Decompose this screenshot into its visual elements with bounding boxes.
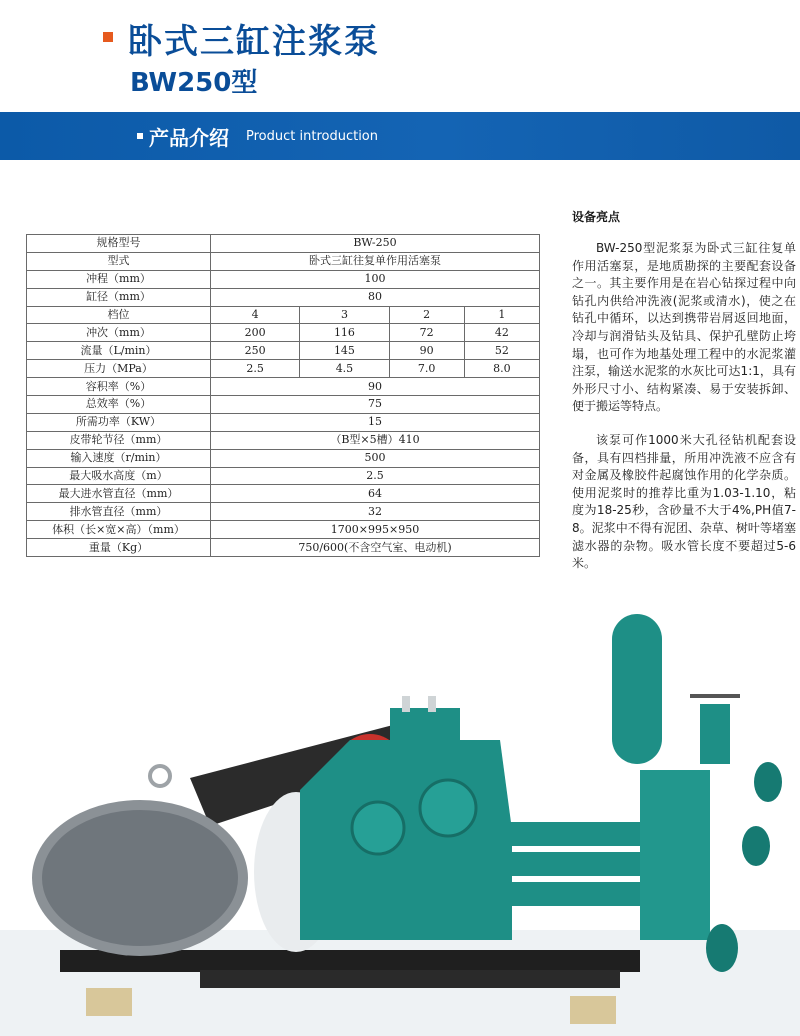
spec-value: 200 [211, 324, 300, 342]
table-row [27, 270, 540, 288]
spec-label: 冲程（mm） [27, 270, 211, 288]
spec-label: 容积率（%） [27, 378, 211, 396]
spec-value: 80 [211, 288, 540, 306]
spec-value: （B型×5槽）410 [211, 431, 540, 449]
inlet-pipe [706, 924, 738, 972]
table-row [27, 342, 540, 360]
outlet-pipe [742, 826, 770, 866]
spec-label: 皮带轮节径（mm） [27, 431, 211, 449]
spec-label: 型式 [27, 252, 211, 270]
model-subtitle: BW250型 [130, 68, 258, 98]
spec-value: BW-250 [211, 235, 540, 253]
spec-value: 8.0 [464, 360, 539, 378]
spec-value: 15 [211, 413, 540, 431]
spec-value: 7.0 [389, 360, 464, 378]
spec-label: 总效率（%） [27, 396, 211, 414]
header [0, 0, 800, 112]
spec-label: 规格型号 [27, 235, 211, 253]
table-row [27, 503, 540, 521]
spec-value: 4 [211, 306, 300, 324]
table-row [27, 449, 540, 467]
spec-label: 缸径（mm） [27, 288, 211, 306]
valve-stem [402, 696, 410, 712]
spec-label: 体积（长×宽×高）（mm） [27, 521, 211, 539]
table-row [27, 288, 540, 306]
table-row [27, 360, 540, 378]
table-row [27, 306, 540, 324]
gear-cover [420, 780, 476, 836]
table-row [27, 521, 540, 539]
section-bullet-square [137, 133, 143, 139]
spec-value: 750/600(不含空气室、电动机) [211, 539, 540, 557]
spec-label: 压力（MPa） [27, 360, 211, 378]
spec-label: 冲次（mm） [27, 324, 211, 342]
table-row [27, 539, 540, 557]
table-row [27, 396, 540, 414]
spec-value: 100 [211, 270, 540, 288]
table-row [27, 378, 540, 396]
wood-block [570, 996, 616, 1024]
spec-value: 1 [464, 306, 539, 324]
gearbox [300, 740, 512, 940]
gear-cover [352, 802, 404, 854]
spec-value: 42 [464, 324, 539, 342]
title-accent-square [103, 32, 113, 42]
spec-label: 所需功率（KW） [27, 413, 211, 431]
spec-value: 90 [211, 378, 540, 396]
spec-value: 32 [211, 503, 540, 521]
valve-stem [428, 696, 436, 712]
spec-value: 90 [389, 342, 464, 360]
spec-label: 最大进水管直径（mm） [27, 485, 211, 503]
highlights-paragraph-2: 该泵可作1000米大孔径钻机配套设备，具有四档排量，所用冲洗液不应含有对金属及橡胶件起腐蚀作用的化学杂质。使用泥浆时的推荐比重为1.03-1.10，粘度为18-25秒，含砂量不大于4%,PH值7-8。泥浆中不得有泥团、杂草、树叶等堵塞滤水器的杂物。吸水管长度不要超过5-6米。 [572, 433, 796, 571]
spec-label: 档位 [27, 306, 211, 324]
cylinder [505, 882, 655, 906]
spec-value: 2.5 [211, 360, 300, 378]
spec-value: 1700×995×950 [211, 521, 540, 539]
spec-value: 250 [211, 342, 300, 360]
cylinder [505, 822, 655, 846]
spec-label: 最大吸水高度（m） [27, 467, 211, 485]
spec-value: 64 [211, 485, 540, 503]
page-title: 卧式三缸注浆泵 [128, 22, 380, 62]
spec-table [26, 234, 540, 557]
table-row [27, 467, 540, 485]
highlights-title: 设备亮点 [572, 210, 621, 224]
spec-value: 75 [211, 396, 540, 414]
table-row [27, 235, 540, 253]
section-banner [0, 112, 800, 160]
table-row [27, 431, 540, 449]
spec-label: 输入速度（r/min） [27, 449, 211, 467]
spec-value: 卧式三缸往复单作用活塞泵 [211, 252, 540, 270]
spec-value: 500 [211, 449, 540, 467]
section-title-en: Product introduction [246, 129, 378, 144]
air-chamber [612, 614, 662, 764]
spec-value: 2.5 [211, 467, 540, 485]
pump-product-photo [0, 600, 800, 1036]
cylinder [505, 852, 655, 876]
table-row [27, 485, 540, 503]
pressure-valve [700, 704, 730, 764]
spec-value: 4.5 [300, 360, 389, 378]
table-row [27, 324, 540, 342]
valve-block [390, 708, 460, 744]
spec-label: 重量（Kg） [27, 539, 211, 557]
lifting-eye [150, 766, 170, 786]
base-frame-lower [200, 970, 620, 988]
highlights-paragraph-1: BW-250型泥浆泵为卧式三缸往复单作用活塞泵，是地质勘探的主要配套设备之一。其主要作用是在岩心钻探过程中向钻孔内供给冲洗液(泥浆或清水)，使之在钻孔中循环，以达到携带岩屑返回地面，冷却与润滑钻头及钻具、保护孔壁防止垮塌，也可作为地基处理工程中的水泥浆灌注泵，输送水泥浆的水灰比可达1:1，具有外形尺寸小、结构紧凑、易于安装拆卸、便于搬运等特点。 [572, 241, 796, 414]
pump-head [640, 770, 710, 940]
wood-block [86, 988, 132, 1016]
section-title-cn: 产品介绍 [149, 126, 229, 150]
spec-value: 72 [389, 324, 464, 342]
spec-value: 145 [300, 342, 389, 360]
spec-label: 排水管直径（mm） [27, 503, 211, 521]
spec-value: 116 [300, 324, 389, 342]
spec-value: 2 [389, 306, 464, 324]
motor-body [42, 810, 238, 946]
spec-label: 流量（L/min） [27, 342, 211, 360]
spec-value: 3 [300, 306, 389, 324]
outlet-pipe [754, 762, 782, 802]
table-row [27, 252, 540, 270]
table-row [27, 413, 540, 431]
spec-value: 52 [464, 342, 539, 360]
